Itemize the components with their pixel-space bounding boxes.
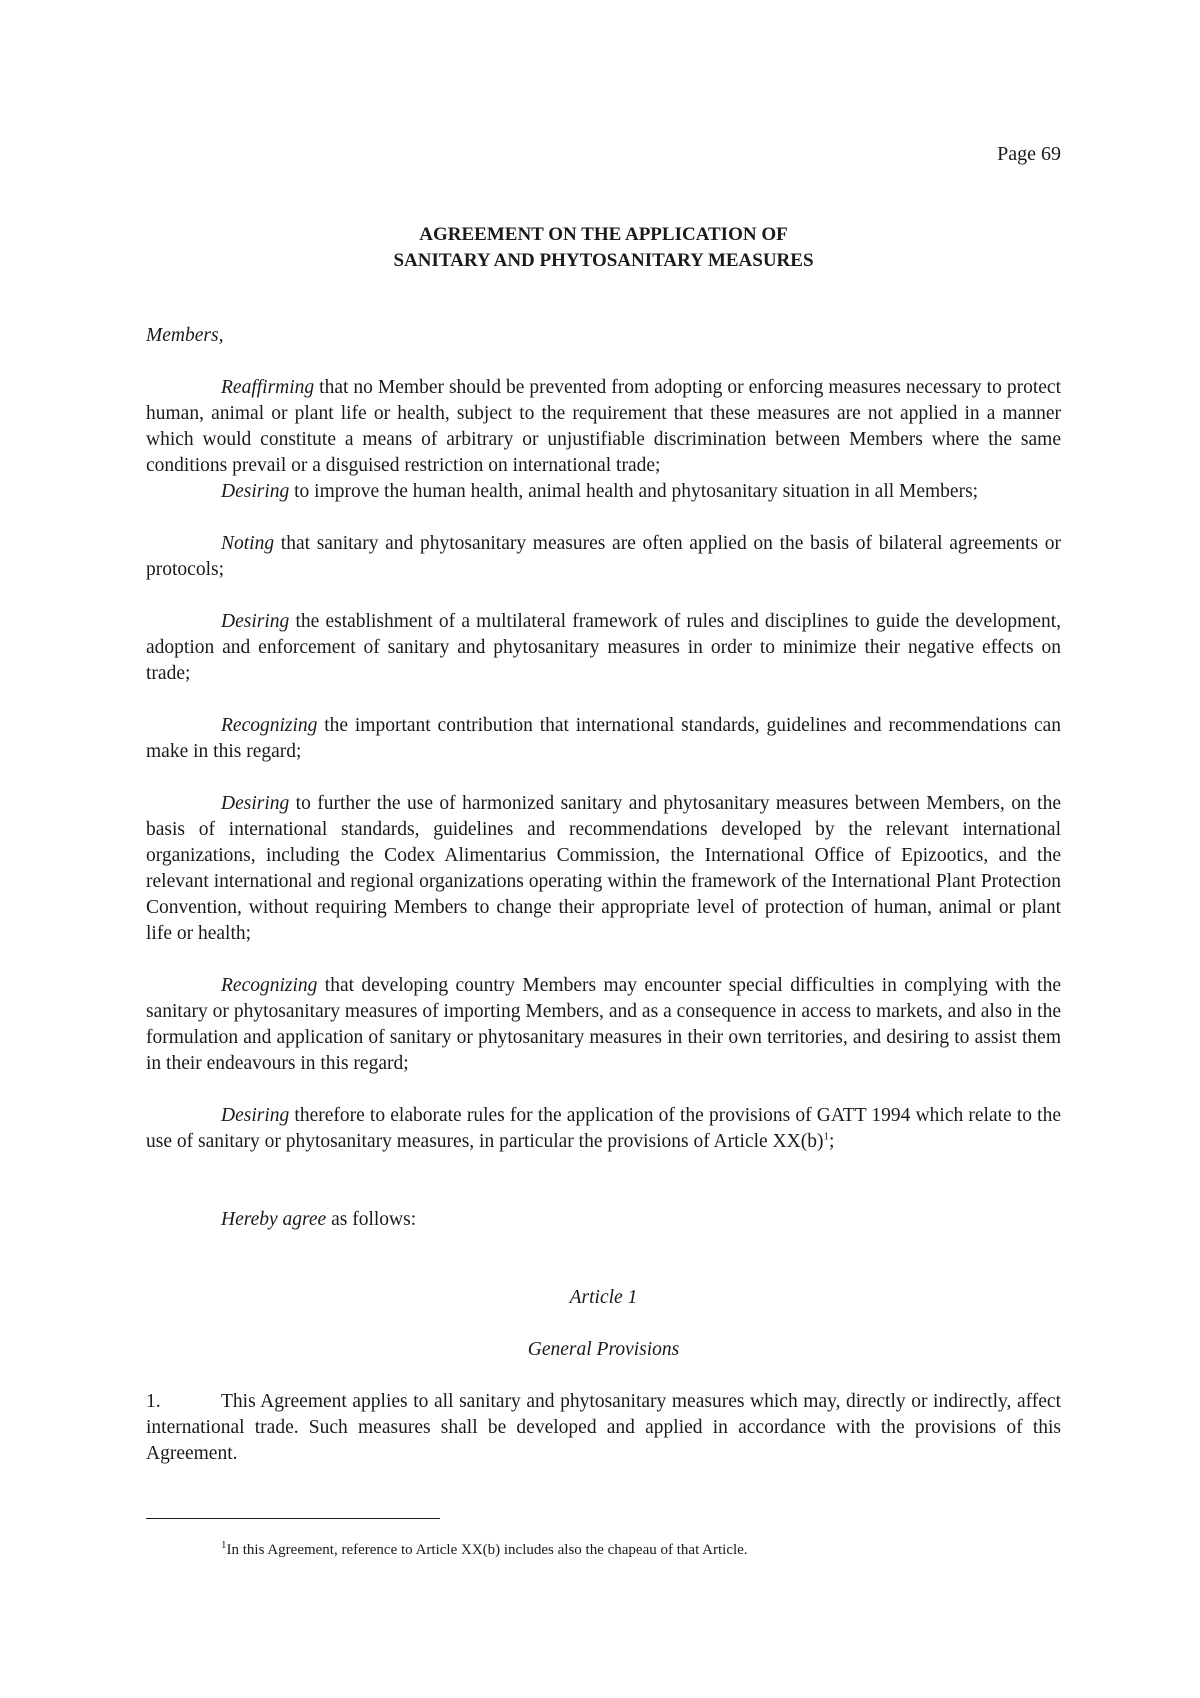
agree-clause: Hereby agree as follows: bbox=[221, 1209, 417, 1230]
footnote-text: In this Agreement, reference to Article XX(b) includes also the chapeau of that Article. bbox=[226, 1542, 748, 1558]
agreement-body bbox=[146, 323, 1061, 1467]
paragraph-number: 1. bbox=[146, 1391, 161, 1412]
article-paragraph-1: 1. This Agreement applies to all sanitary and phytosanitary measures which may, directly or indirectly, affect international trade. Such measures shall be developed and applied in accordance with the provisions of this Agreement. bbox=[146, 1391, 1061, 1464]
page-number: Page 69 bbox=[997, 143, 1061, 165]
title-line-2: SANITARY AND PHYTOSANITARY MEASURES bbox=[393, 250, 814, 271]
members-salutation: Members, bbox=[146, 325, 224, 346]
preamble-paragraph-desiring-improve: Desiring to improve the human health, animal health and phytosanitary situation in all Members; bbox=[221, 481, 979, 502]
footnote bbox=[221, 1540, 748, 1560]
title-line-1: AGREEMENT ON THE APPLICATION OF bbox=[419, 224, 788, 245]
article-subheading: General Provisions bbox=[527, 1339, 680, 1360]
agreement-title bbox=[146, 222, 1061, 274]
preamble-paragraph-desiring-framework: Desiring the establishment of a multilateral framework of rules and disciplines to guide the development, adoption and enforcement of sanitary and phytosanitary measures in order to minimize their negative effects on trade; bbox=[146, 611, 1061, 684]
footnote-reference: 1 bbox=[823, 1130, 829, 1143]
document-page bbox=[146, 0, 1061, 1698]
preamble-paragraph-desiring-rules: Desiring therefore to elaborate rules for the application of the provisions of GATT 1994 which relate to the use of sanitary or phytosanitary measures, in particular the provisions of Article $XX(b)^1$; bbox=[146, 1105, 1061, 1152]
preamble-paragraph-desiring-harmonized: Desiring to further the use of harmonized sanitary and phytosanitary measures between Members, on the basis of international standards, guidelines and recommendations developed by the relevant international organizations, including the Codex Alimentarius Commission, the International Office of Epizootics, and the relevant international and regional organizations operating within the framework of the International Plant Protection Convention, without requiring Members to change their appropriate level of protection of human, animal or plant life or health; bbox=[146, 793, 1061, 944]
footnote-marker: 1 bbox=[221, 1539, 227, 1551]
preamble-paragraph-recognizing-developing: Recognizing that developing country Members may encounter special difficulties in complying with the sanitary or phytosanitary measures of importing Members, and as a consequence in access to markets, and also in the formulation and application of sanitary or phytosanitary measures in their own territories, and desiring to assist them in their endeavours in this regard; bbox=[146, 975, 1061, 1074]
article-heading: Article 1 bbox=[569, 1287, 638, 1308]
preamble-paragraph-recognizing-standards: Recognizing the important contribution that international standards, guidelines and recommendations can make in this regard; bbox=[146, 715, 1061, 762]
preamble-paragraph-reaffirming: Reaffirming that no Member should be prevented from adopting or enforcing measures necessary to protect human, animal or plant life or health, subject to the requirement that these measures are not applied in a manner which would constitute a means of arbitrary or unjustifiable discrimination between Members where the same conditions prevail or a disguised restriction on international trade; bbox=[146, 377, 1061, 476]
preamble-paragraph-noting: Noting that sanitary and phytosanitary measures are often applied on the basis of bilateral agreements or protocols; bbox=[146, 533, 1061, 580]
footnote-divider bbox=[146, 1518, 440, 1519]
